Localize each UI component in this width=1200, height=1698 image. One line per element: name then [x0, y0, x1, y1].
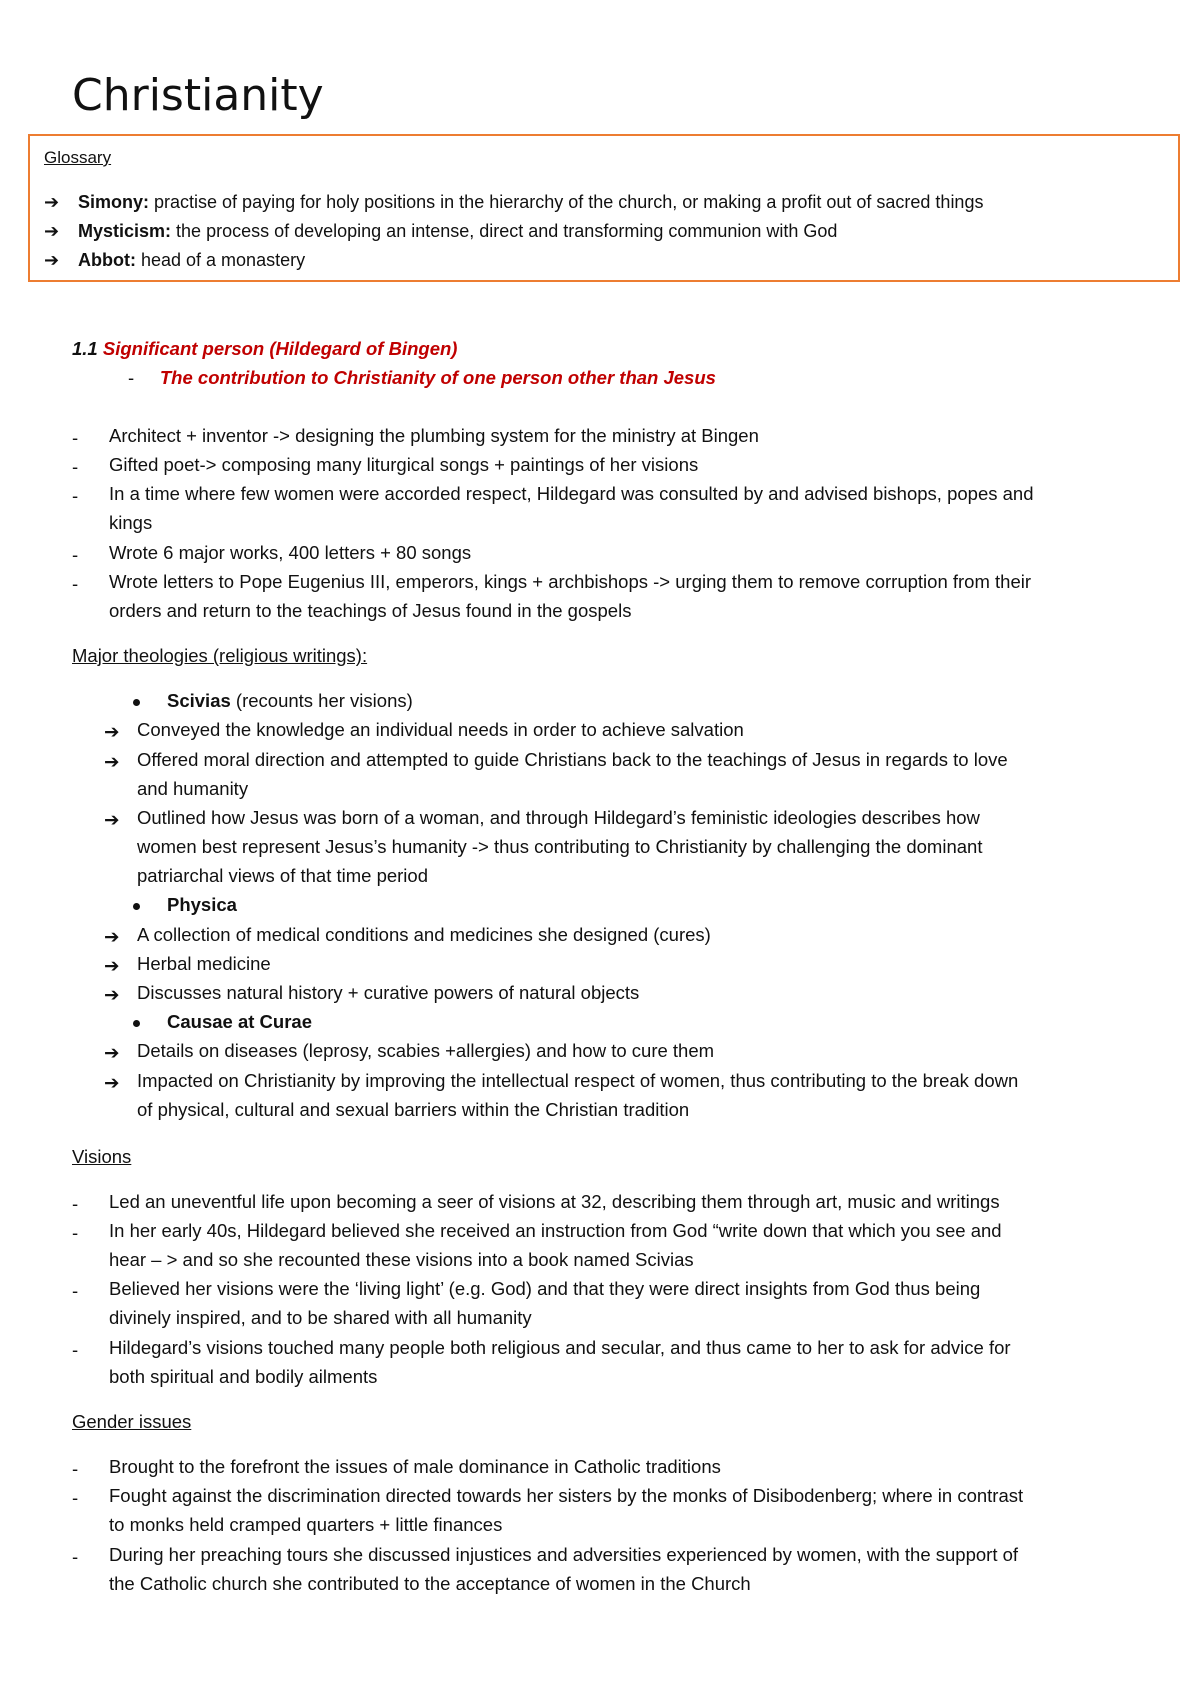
dash-marker: - — [72, 456, 79, 477]
list-item: Architect + inventor -> designing the plumbing system for the ministry at Bingen — [109, 425, 759, 446]
list-item-continued: of physical, cultural and sexual barriers within the Christian tradition — [137, 1099, 690, 1120]
section-subtitle: - The contribution to Christianity of one person other than Jesus — [128, 367, 716, 388]
glossary-box — [28, 134, 1180, 282]
arrow-icon: ➔ — [44, 250, 60, 270]
glossary-heading: Glossary — [44, 148, 112, 167]
arrow-icon: ➔ — [104, 1042, 120, 1063]
dash-marker: - — [72, 573, 79, 594]
bullet-icon — [133, 699, 140, 706]
dash-marker: - — [72, 1222, 79, 1243]
list-item: During her preaching tours she discussed injustices and adversities experienced by women, with the support of — [109, 1544, 1019, 1565]
list-item: Wrote letters to Pope Eugenius III, emperors, kings + archbishops -> urging them to remove corruption from their — [109, 571, 1032, 592]
gender-heading: Gender issues — [72, 1411, 192, 1432]
list-item-continued: both spiritual and bodily ailments — [109, 1366, 378, 1387]
list-item: Details on diseases (leprosy, scabies +allergies) and how to cure them — [137, 1040, 715, 1061]
list-item: Hildegard’s visions touched many people both religious and secular, and thus came to her to ask for advice for — [109, 1337, 1011, 1358]
arrow-icon: ➔ — [104, 1072, 120, 1093]
dash-marker: - — [72, 544, 79, 565]
list-item: Impacted on Christianity by improving the intellectual respect of women, thus contributing to the break down — [137, 1070, 1019, 1091]
glossary-item: ➔ Abbot: head of a monastery — [44, 250, 306, 270]
list-item: Outlined how Jesus was born of a woman, and through Hildegard’s feministic ideologies describes how — [137, 807, 980, 828]
dash-marker: - — [72, 485, 79, 506]
arrow-icon: ➔ — [104, 984, 120, 1005]
arrow-icon: ➔ — [104, 809, 120, 830]
arrow-icon: ➔ — [104, 926, 120, 947]
list-item-continued: and humanity — [137, 778, 249, 799]
arrow-icon: ➔ — [104, 721, 120, 742]
list-item-continued: the Catholic church she contributed to the acceptance of women in the Church — [109, 1573, 751, 1594]
dash-marker: - — [72, 1487, 79, 1508]
arrow-icon: ➔ — [44, 221, 60, 241]
bullet-icon — [133, 1020, 140, 1027]
list-item: Wrote 6 major works, 400 letters + 80 songs — [109, 542, 472, 563]
list-item: Gifted poet-> composing many liturgical songs + paintings of her visions — [109, 454, 699, 475]
list-item-continued: divinely inspired, and to be shared with all humanity — [109, 1307, 532, 1328]
list-item: Led an uneventful life upon becoming a seer of visions at 32, describing them through art, music and writings — [109, 1191, 1000, 1212]
glossary-item: ➔ Simony: practise of paying for holy positions in the hierarchy of the church, or making a profit out of sacred things — [44, 192, 984, 212]
dash-marker: - — [72, 1339, 79, 1360]
dash-marker: - — [72, 427, 79, 448]
list-item: Herbal medicine — [137, 953, 271, 974]
arrow-icon: ➔ — [104, 955, 120, 976]
theology-title: Scivias (recounts her visions) — [167, 690, 413, 711]
list-item: A collection of medical conditions and medicines she designed (cures) — [137, 924, 711, 945]
theologies-heading: Major theologies (religious writings): — [72, 645, 368, 666]
list-item-continued: patriarchal views of that time period — [137, 865, 428, 886]
list-item-continued: kings — [109, 512, 153, 533]
section-heading: 1.1 Significant person (Hildegard of Bingen) — [72, 338, 458, 359]
arrow-icon: ➔ — [44, 192, 60, 212]
list-item-continued: to monks held cramped quarters + little finances — [109, 1514, 503, 1535]
arrow-icon: ➔ — [104, 751, 120, 772]
list-item: Discusses natural history + curative powers of natural objects — [137, 982, 640, 1003]
list-item-continued: women best represent Jesus’s humanity -> thus contributing to Christianity by challenging the dominant — [137, 836, 983, 857]
dash-marker: - — [72, 1280, 79, 1301]
list-item: Offered moral direction and attempted to guide Christians back to the teachings of Jesus in regards to love — [137, 749, 1008, 770]
list-item: Fought against the discrimination directed towards her sisters by the monks of Disibodenberg; where in contrast — [109, 1485, 1024, 1506]
dash-marker: - — [72, 1458, 79, 1479]
list-item: In a time where few women were accorded respect, Hildegard was consulted by and advised bishops, popes and — [109, 483, 1034, 504]
dash-marker: - — [72, 1193, 79, 1214]
page-title: Christianity — [72, 70, 324, 121]
list-item: Brought to the forefront the issues of male dominance in Catholic traditions — [109, 1456, 721, 1477]
visions-heading: Visions — [72, 1146, 132, 1167]
dash-marker: - — [72, 1546, 79, 1567]
list-item-continued: hear – > and so she recounted these visions into a book named Scivias — [109, 1249, 694, 1270]
bullet-icon — [133, 903, 140, 910]
glossary-item: ➔ Mysticism: the process of developing an intense, direct and transforming communion with God — [44, 221, 838, 241]
list-item-continued: orders and return to the teachings of Jesus found in the gospels — [109, 600, 632, 621]
list-item: In her early 40s, Hildegard believed she received an instruction from God “write down that which you see and — [109, 1220, 1002, 1241]
list-item: Believed her visions were the ‘living light’ (e.g. God) and that they were direct insights from God thus being — [109, 1278, 981, 1299]
theology-title: Causae at Curae — [167, 1011, 312, 1032]
theology-title: Physica — [167, 894, 237, 915]
list-item: Conveyed the knowledge an individual needs in order to achieve salvation — [137, 719, 744, 740]
